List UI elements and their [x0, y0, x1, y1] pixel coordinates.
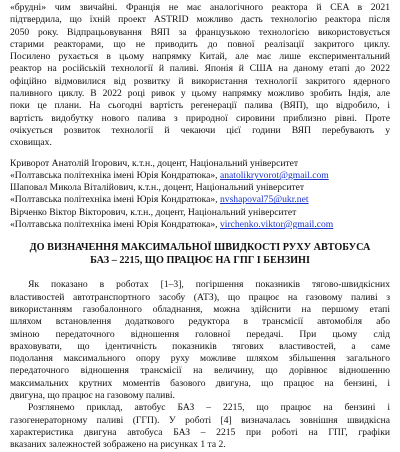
author-email-link[interactable]: nvshapoval75@ukr.net [219, 194, 309, 206]
text-line: реактор на російській технології й паливі. Японія й США на даному етапі до 2022 [10, 63, 390, 75]
text-line: підтвердила, що їхній проект ASTRID можливо дасть технологію реактора після [10, 14, 390, 26]
text-line: використанням газобалонного обладнання, можна здійснити на першому етапі [10, 303, 390, 315]
text-line: 2050 року. Відпрацьовування ВЯП за французькою технологією використовується [10, 26, 390, 38]
paper-page [10, 2, 390, 452]
text-line: Як показано в роботах [1–3], погіршення показників тягово-швидкісних [28, 279, 390, 291]
author-entry [10, 207, 390, 232]
text-line: вказаних залежностей зображено на рисунках 1 та 2. [10, 439, 226, 451]
article-title-line: БАЗ – 2215, ЩО ПРАЦЮЄ НА ГПГ І БЕНЗИНІ [90, 255, 310, 267]
author-name-line: Криворот Анатолій Ігорович, к.т.н., доцент, Національний університет [10, 157, 299, 169]
author-affiliation: «Полтавська політехніка імені Юрія Кондратюка», [10, 194, 220, 206]
author-entry [10, 158, 390, 183]
author-name-line: Вірченко Віктор Вікторович, к.т.н., доцент, Національний університет [10, 206, 297, 218]
body-paragraph-1 [10, 279, 390, 402]
text-line: враховувати, що ідентичність показників тягових властивостей, а саме [10, 340, 390, 352]
text-line: «брудні» чим звичайні. Франція не має аналогічного реактора й CEA в 2021 [10, 2, 390, 13]
text-line: офіційно відмовилися від розвитку й використання технології закритого ядерного [10, 75, 390, 87]
author-list [10, 158, 390, 232]
article-title-line: ДО ВИЗНАЧЕННЯ МАКСИМАЛЬНОЇ ШВИДКОСТІ РУХУ АВТОБУСА [29, 242, 371, 254]
author-email-link[interactable]: virchenko.viktor@gmail.com [219, 219, 334, 231]
text-line: вартість видобутку нового палива з природної сировини приблизно рівні. Проте [10, 112, 390, 124]
text-line: Розглянемо приклад, автобус БАЗ – 2215, що працює на бензині і [28, 402, 390, 414]
author-affiliation: «Полтавська політехніка імені Юрія Кондратюка», [10, 219, 220, 231]
author-affiliation-line [10, 219, 390, 231]
text-line: максимальних крутних моментів базового двигуна, що працює на бензині, і [10, 377, 390, 389]
intro-paragraph [10, 2, 390, 150]
author-email-link[interactable]: anatolikryvorot@gmail.com [219, 169, 329, 181]
text-line: передаточного відношення трансмісії на величину, що дорівнює відношенню [10, 365, 390, 377]
text-line: Посилено рухається в цьому напрямку Китай, але має лише експериментальний [10, 51, 390, 63]
text-line: подолання максимального опору руху можливе шляхом збільшення загального [10, 353, 390, 365]
article-title [10, 241, 390, 267]
text-line: очікується розвиток технології й чекаючи цієї години ВЯП перебувають у [10, 124, 390, 136]
text-line: старими реакторами, що не приводить до повної реалізації закритого циклу. [10, 38, 390, 50]
text-line: газогенераторному паливі (ГГП). У роботі [4] визначалась зовнішня швидкісна [10, 414, 390, 426]
text-line: шляхом встановлення додаткового редуктора в трансмісії автомобіля або [10, 316, 390, 328]
text-line: характеристика двигуна автобуса БАЗ – 2215 при роботі на ГПГ, графіки [10, 426, 390, 438]
text-line: поки це плани. На сьогодні вартість регенерації палива (ВЯП), що відробило, і [10, 100, 390, 112]
body-paragraph-2 [10, 402, 390, 451]
text-line: двигуна, що працює на газовому паливі. [10, 390, 175, 402]
author-entry [10, 182, 390, 207]
author-affiliation: «Полтавська політехніка імені Юрія Кондратюка», [10, 169, 220, 181]
author-affiliation-line [10, 170, 390, 182]
text-line: властивостей автотранспортного засобу (АТЗ), що працює на газовому паливі з [10, 291, 390, 303]
text-line: паливного циклу. В 2022 році ривок у цьому напрямку можливо зробить Індія, але [10, 88, 390, 100]
text-line: сховищах. [10, 137, 52, 149]
author-affiliation-line [10, 194, 390, 206]
author-name-line: Шаповал Микола Віталійович, к.т.н., доцент, Національний університет [10, 182, 305, 194]
text-line: зміною передаточного відношення головної передачі. При цьому слід [10, 328, 390, 340]
